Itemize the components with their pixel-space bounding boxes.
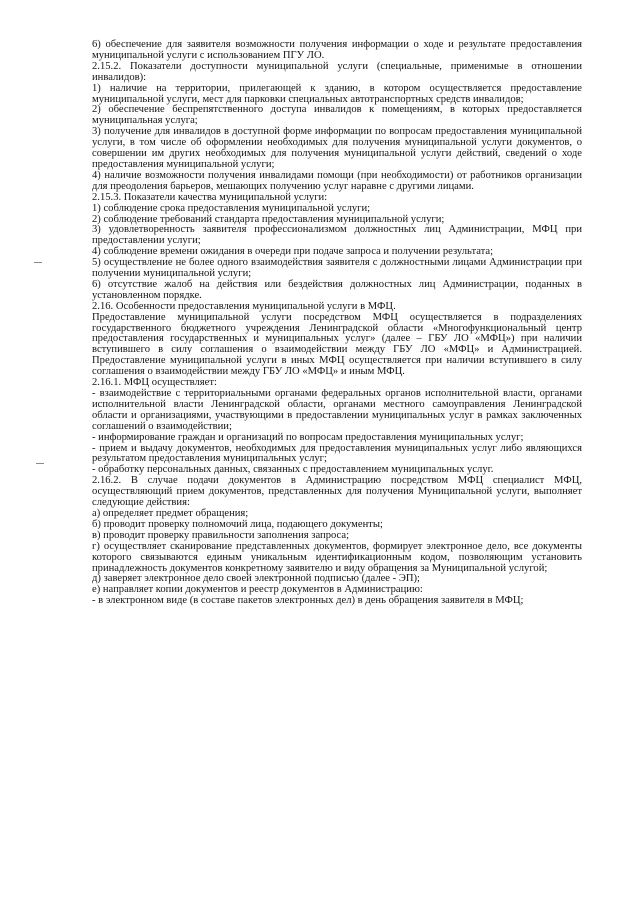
paragraph: 1) наличие на территории, прилегающей к зданию, в котором осуществляется предоставление муниципальной услуги, мест для парковки специальных автотранспортных средств инвалидов; [92,82,582,105]
paragraph: б) проводит проверку полномочий лица, подающего документы; [92,518,383,530]
paragraph: 5) осуществление не более одного взаимодействия заявителя с должностными лицами Администрации при получении муниципальной услуги; [92,257,582,280]
paragraph: 2) обеспечение беспрепятственного доступа инвалидов к помещениям, в которых предоставляется муниципальная услуга; [92,104,582,127]
paragraph: - обработку персональных данных, связанных с предоставлением муниципальных услуг. [92,464,494,476]
paragraph: 2) соблюдение требований стандарта предоставления муниципальной услуги; [92,213,445,225]
paragraph: а) определяет предмет обращения; [92,507,249,519]
paragraph: 3) удовлетворенность заявителя профессионализмом должностных лиц Администрации, МФЦ при предоставлении услуги; [92,224,582,247]
paragraph: 6) отсутствие жалоб на действия или бездействия должностных лиц Администрации, поданных в установленном порядке. [92,278,582,301]
scan-mark [36,463,44,464]
paragraph: г) осуществляет сканирование представленных документов, формирует электронное дело, все документы которого связываются единым уникальным идентификационным кодом, позволяющим установить принадлежность документов конкретному заявителю и виду обращения за Муниципальной услугой; [92,540,582,574]
scan-mark [34,262,42,263]
paragraph: 2.15.3. Показатели качества муниципальной услуги: [92,191,328,203]
paragraph: 3) получение для инвалидов в доступной форме информации по вопросам предоставления муниципальной услуги, в том числе об оформлении необходимых для получения муниципальной услуги документов, о совершении им других необходимых для получения муниципальной услуги действий, сведений о ходе предоставления муниципальной услуги; [92,126,582,170]
paragraph: - информирование граждан и организаций по вопросам предоставления муниципальных услуг; [92,431,524,443]
paragraph: 2.15.2. Показатели доступности муниципальной услуги (специальные, применимые в отношении инвалидов): [92,60,582,83]
paragraph: 2.16. Особенности предоставления муниципальной услуги в МФЦ. [92,300,396,312]
paragraph: 1) соблюдение срока предоставления муниципальной услуги; [92,202,371,214]
document-body [92,40,582,607]
paragraph: Предоставление муниципальной услуги посредством МФЦ осуществляется в подразделениях государственного бюджетного учреждения Ленинградской области «Многофункциональный центр предоставления государственных и муниципальных услуг» (далее – ГБУ ЛО «МФЦ») при наличии вступившего в силу соглашения о взаимодействии между ГБУ ЛО «МФЦ» и Администрацией. Предоставление муниципальной услуги в иных МФЦ осуществляется при наличии вступившего в силу соглашения о взаимодействии между ГБУ ЛО «МФЦ» и иным МФЦ. [92,311,582,378]
paragraph: - взаимодействие с территориальными органами федеральных органов исполнительной власти, органами исполнительной власти Ленинградской области, органами местного самоуправления Ленинградской области и организациями, участвующими в предоставлении муниципальных услуг в рамках заключенных соглашений о взаимодействии; [92,388,582,432]
paragraph: в) проводит проверку правильности заполнения запроса; [92,529,350,541]
paragraph: 2.16.1. МФЦ осуществляет: [92,377,217,389]
paragraph: 4) соблюдение времени ожидания в очереди при подаче запроса и получении результата; [92,246,494,258]
paragraph: е) направляет копии документов и реестр документов в Администрацию: [92,584,423,596]
paragraph: 4) наличие возможности получения инвалидами помощи (при необходимости) от работников организации для преодоления барьеров, мешающих получению услуг наравне с другими лицами. [92,169,582,192]
paragraph: 2.16.2. В случае подачи документов в Администрацию посредством МФЦ специалист МФЦ, осуществляющий прием документов, представленных для получения Муниципальной услуги, выполняет следующие действия: [92,475,582,509]
paragraph: - прием и выдачу документов, необходимых для предоставления муниципальных услуг либо являющихся результатом предоставления муниципальных услуг; [92,442,582,465]
paragraph: 6) обеспечение для заявителя возможности получения информации о ходе и результате предоставления муниципальной услуги с использованием ПГУ ЛО. [92,39,582,61]
paragraph: д) заверяет электронное дело своей электронной подписью (далее - ЭП); [92,573,420,585]
paragraph: - в электронном виде (в составе пакетов электронных дел) в день обращения заявителя в МФЦ; [92,595,524,607]
